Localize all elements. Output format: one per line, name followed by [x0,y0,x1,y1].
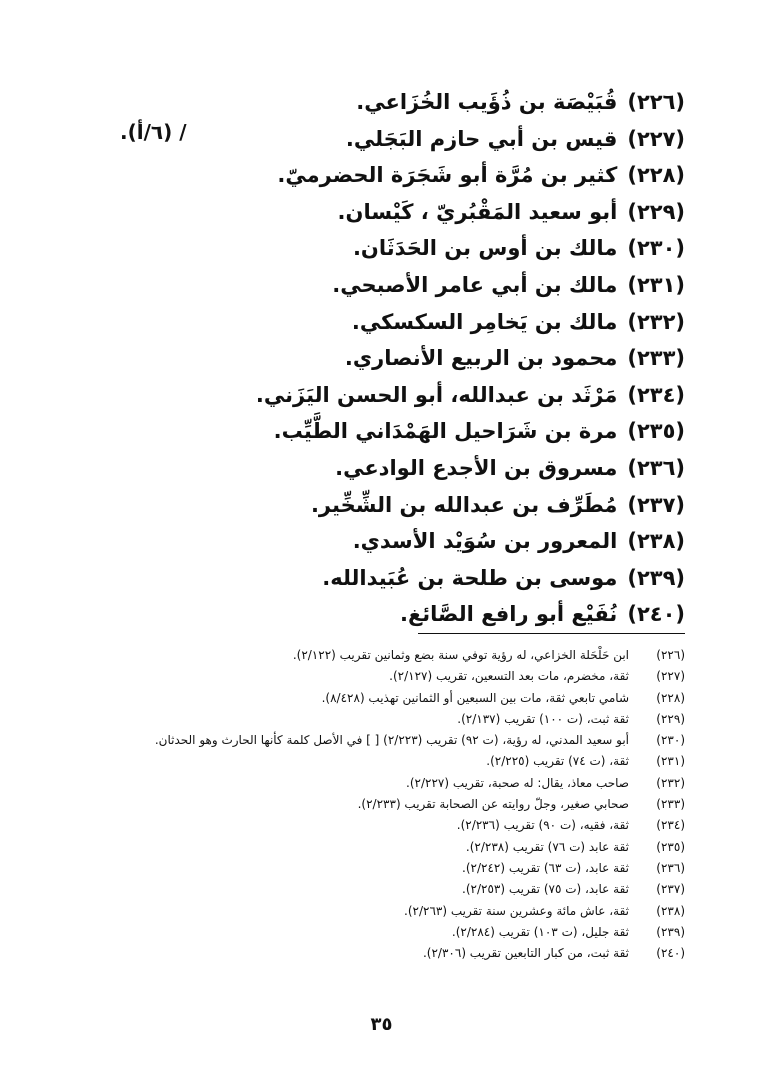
footnote-text: ابن حَلْحَلة الخزاعي، له رؤية توفي سنة بضع وثمانين تقريب (٢/١٢٢). [292,648,629,662]
footnote-item [45,815,685,836]
footnote-number: (٢٣٠) [656,733,685,748]
entry-number: (٢٢٦) [627,90,685,114]
footnote-item [45,837,685,858]
entry-item [265,596,685,633]
entry-list [255,84,685,633]
entry-name: مالك بن يَخامِر السكسكي. [351,309,618,334]
entry-name: مسروق بن الأجدع الوادعي. [335,455,618,480]
footnote-text: ثقة عابد (ت ٧٦) تقريب (٢/٢٣٨). [465,839,629,854]
footnote-text: ثقة عابد، (ت ٧٥) تقريب (٢/٢٥٣). [462,882,629,897]
entry-name: مَرْثَد بن عبدالله، أبو الحسن اليَزَني. [255,382,618,407]
footnote-number: (٢٢٧) [656,669,685,684]
entry-name: قُبَيْصَة بن ذُؤَيب الخُزَاعي. [356,90,618,114]
entry-name: مرة بن شَرَاحيل الهَمْدَاني الطَّيِّب. [273,419,618,444]
footnote-number: (٢٣٩) [656,924,685,939]
footnote-text: ثقة عابد، (ت ٦٣) تقريب (٢/٢٤٢). [462,860,629,875]
entry-item [265,560,685,597]
entry-item [265,450,685,487]
footnote-text: ثقة، مخضرم، مات بعد التسعين، تقريب (٢/١٢٧). [389,669,629,684]
entry-item [265,304,685,341]
footnote-item [45,922,685,943]
entry-item [265,230,685,267]
footnote-text: صحابي صغير، وجلّ روايته عن الصحابة تقريب (٢/٢٣٣). [357,797,629,812]
entry-item [265,121,685,158]
margin-note: / (٦/أ). [120,120,187,144]
footnote-number: (٢٣١) [656,754,685,769]
entry-name: مُطَرِّف بن عبدالله بن الشِّخِّير. [310,492,618,517]
entry-name: المعرور بن سُوَيْد الأسدي. [352,529,618,554]
entry-item [265,487,685,524]
entry-item [265,84,685,121]
entry-number: (٢٣٤) [627,382,685,407]
entry-number: (٢٣٨) [627,529,685,554]
footnote-number: (٢٢٩) [656,711,685,726]
entry-item [265,523,685,560]
footnote-number: (٢٣٢) [656,775,685,790]
footnote-number: (٢٣٣) [656,797,685,812]
page-number: ٣٥ [370,1014,393,1035]
footnote-item [45,645,685,666]
footnote-text: ثقة، فقيه، (ت ٩٠) تقريب (٢/٢٣٦). [456,818,629,833]
footnote-text: صاحب معاذ، يقال: له صحبة، تقريب (٢/٢٢٧). [406,775,629,790]
footnote-text: شامي تابعي ثقة، مات بين السبعين أو الثمانين تهذيب (٨/٤٢٨). [321,690,629,705]
footnote-number: (٢٣٤) [656,818,685,833]
footnote-item [45,901,685,922]
footnote-item [45,858,685,879]
entry-number: (٢٢٩) [627,199,685,224]
footnote-text: أبو سعيد المدني، له رؤية، (ت ٩٢) تقريب (٢/٢٢٣) [ ] في الأصل كلمة كأنها الحارث وهو الحدثان. [154,733,629,748]
entry-name: مالك بن أبي عامر الأصبحي. [332,272,618,297]
footnote-item [45,879,685,900]
entry-number: (٢٣٦) [627,455,685,480]
footnote-number: (٢٣٦) [656,860,685,875]
entry-name: كثير بن مُرَّة أبو شَجَرَة الحضرميّ. [277,163,618,188]
entry-name: نُفَيْع أبو رافع الصَّائغ. [399,602,618,627]
footnote-number: (٢٢٦) [656,648,685,662]
entry-item [255,377,685,414]
entry-item [265,194,685,231]
footnote-item [45,730,685,751]
footnote-item [45,709,685,730]
footnote-number: (٢٣٥) [656,839,685,854]
footnote-divider [418,633,685,634]
entry-number: (٢٣٠) [627,236,685,261]
footnote-text: ثقة، عاش مائة وعشرين سنة تقريب (٢/٢٦٣). [404,903,629,918]
entry-number: (٢٣١) [627,272,685,297]
footnote-item [45,794,685,815]
entry-name: أبو سعيد المَقْبُريّ ، كَيْسان. [337,199,618,224]
footnote-list [45,645,685,964]
footnote-text: ثقة جليل، (ت ١٠٣) تقريب (٢/٢٨٤). [451,924,629,939]
entry-number: (٢٤٠) [627,602,685,627]
footnote-text: ثقة، (ت ٧٤) تقريب (٢/٢٢٥). [486,754,629,769]
footnote-text: ثقة ثبت، (ت ١٠٠) تقريب (٢/١٣٧). [457,711,629,726]
entry-number: (٢٣٥) [627,419,685,444]
footnote-number: (٢٤٠) [656,946,685,961]
footnote-number: (٢٣٨) [656,903,685,918]
entry-number: (٢٢٨) [627,163,685,188]
entry-item [265,267,685,304]
footnote-text: ثقة ثبت، من كبار التابعين تقريب (٢/٣٠٦). [422,946,629,961]
footnote-item [45,943,685,964]
footnote-item [45,773,685,794]
entry-number: (٢٣٣) [627,346,685,371]
entry-number: (٢٢٧) [627,126,685,151]
footnote-item [45,751,685,772]
entry-name: موسى بن طلحة بن عُبَيدالله. [322,565,618,590]
entry-name: قيس بن أبي حازم البَجَلي. [345,126,618,151]
entry-number: (٢٣٢) [627,309,685,334]
entry-item [265,157,685,194]
entry-name: مالك بن أوس بن الحَدَثَان. [352,236,618,261]
entry-item [265,340,685,377]
footnote-number: (٢٢٨) [656,690,685,705]
entry-name: محمود بن الربيع الأنصاري. [344,346,618,371]
footnote-item [45,666,685,687]
footnote-number: (٢٣٧) [656,882,685,897]
entry-number: (٢٣٧) [627,492,685,517]
footnote-item [45,688,685,709]
entry-item [265,413,685,450]
entry-number: (٢٣٩) [627,565,685,590]
